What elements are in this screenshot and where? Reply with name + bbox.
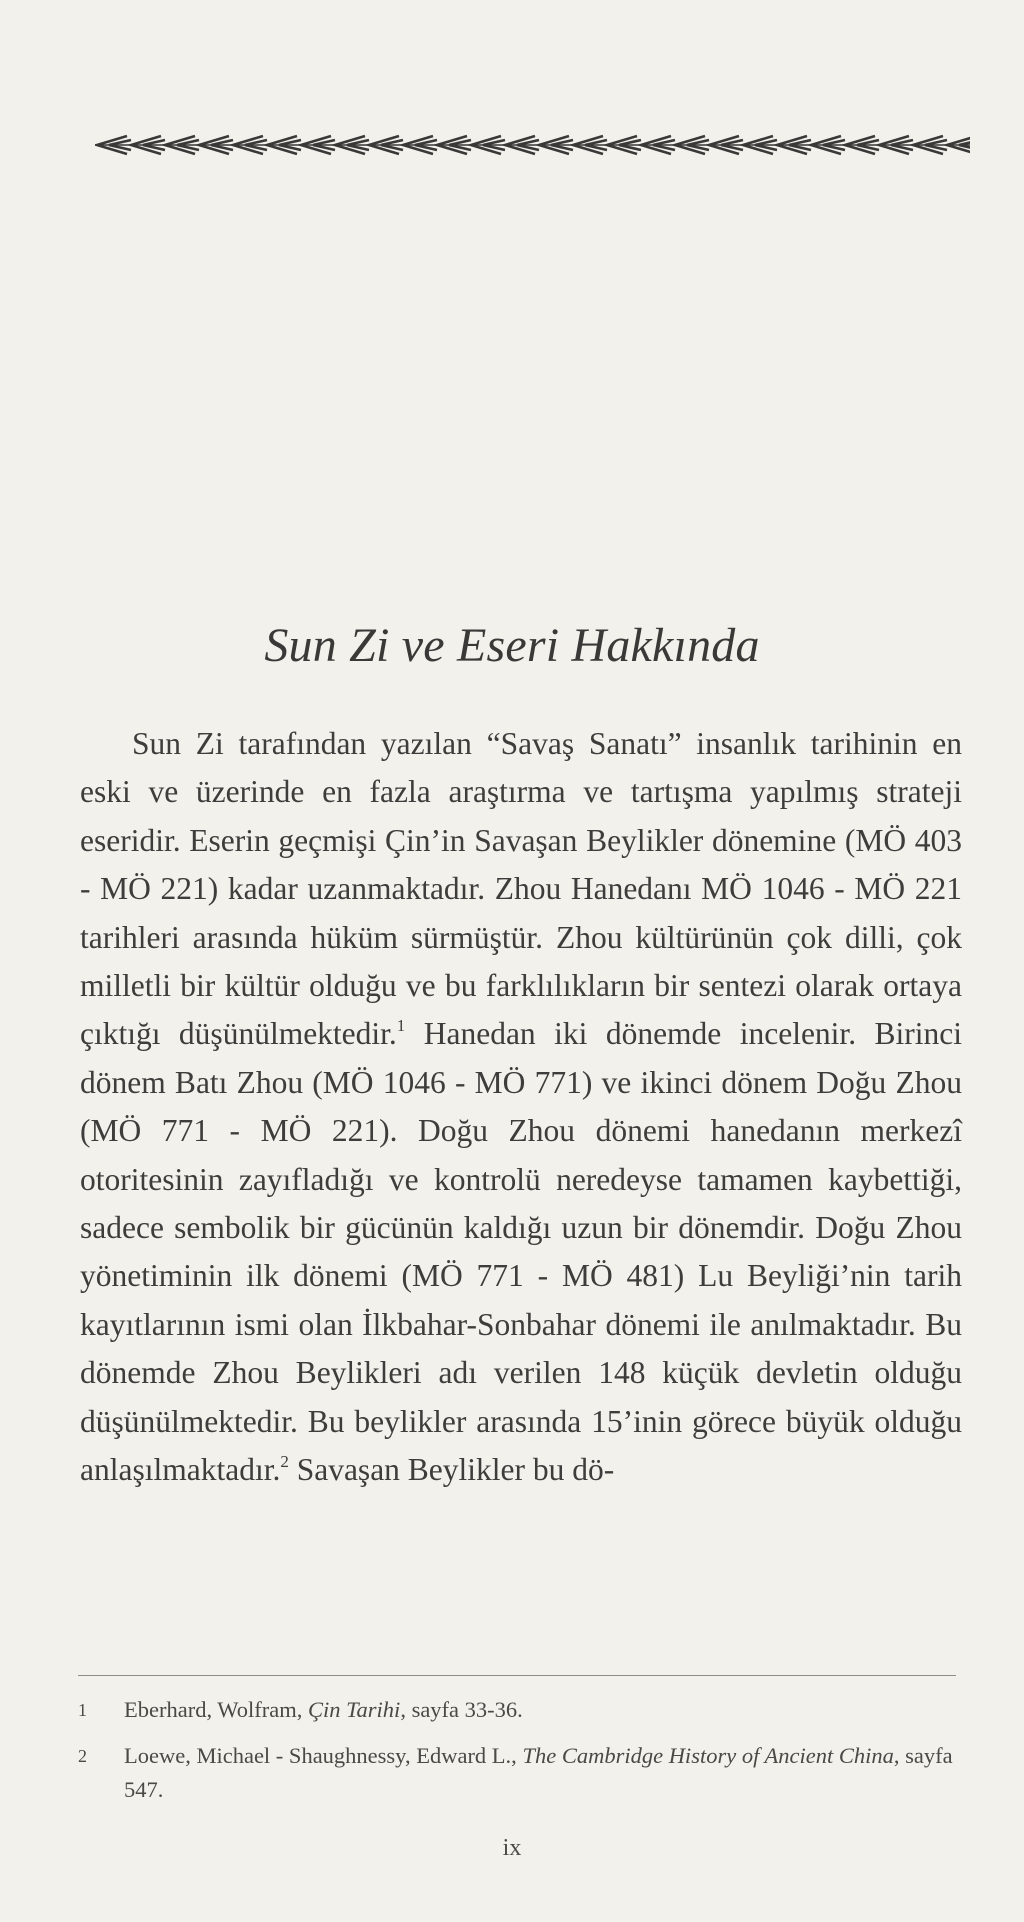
footnote-number: 2 [78,1746,87,1766]
footnote-author: Loewe, Michael - Shaughnessy, Edward L., [124,1743,523,1768]
footnotes [78,1693,956,1819]
chapter-title: Sun Zi ve Eseri Hakkında [264,619,760,672]
body-text [80,720,962,1495]
footnote-ref-1[interactable]: 1 [396,1016,406,1036]
footnote-text [124,1693,956,1727]
footnote-page: , sayfa 547. [124,1743,953,1802]
footnote-item [78,1739,956,1807]
footnote-number: 1 [78,1700,87,1720]
paragraph [80,720,962,1495]
ornament-border [95,130,970,164]
footnote-item [78,1693,956,1727]
footnote-author: Eberhard, Wolfram, [124,1697,308,1722]
page-number: ix [502,1835,522,1861]
footnote-ref-2[interactable]: 2 [280,1452,289,1472]
footnote-divider [78,1675,956,1676]
paragraph-text-part-3: Savaşan Beylikler bu dö- [288,1452,615,1488]
footnote-page: , sayfa 33-36. [400,1697,523,1722]
paragraph-text-part-1: Sun Zi tarafından yazılan “Savaş Sanatı” insanlık tarihinin en eski ve üzerinde en fazla araştırma ve tartışma yapılmış strateji eseridir. Eserin geçmişi Çin’in Savaşan Beylikler dönemine (MÖ 403 - MÖ 221) kadar uzanmaktadır. Zhou Hanedanı MÖ 1046 - MÖ 221 tarihleri arasında hüküm sürmüştür. Zhou kültürünün çok dilli, çok milletli bir kültür olduğu ve bu farklılıkların bir sentezi olarak ortaya çıktığı düşünülmektedir. [80,726,962,1052]
footnote-book-title: The Cambridge History of Ancient China [522,1743,894,1768]
paragraph-text-part-2: Hanedan iki dönemde incelenir. Birinci dönem Batı Zhou (MÖ 1046 - MÖ 771) ve ikinci dönem Doğu Zhou (MÖ 771 - MÖ 221). Doğu Zhou dönemi hanedanın merkezî otoritesinin zayıfladığı ve kontrolü neredeyse tamamen kaybettiği, sadece sembolik bir gücünün kaldığı uzun bir dönemdir. Doğu Zhou yönetiminin ilk dönemi (MÖ 771 - MÖ 481) Lu Beyliği’nin tarih kayıtlarının ismi olan İlkbahar-Sonbahar dönemi ile anılmaktadır. Bu dönemde Zhou Beylikleri adı verilen 148 küçük devletin olduğu düşünülmektedir. Bu beylikler arasında 15’inin görece büyük olduğu anlaşılmaktadır. [80,1016,962,1488]
footnote-book-title: Çin Tarihi [307,1697,401,1722]
footnote-text [124,1739,956,1807]
